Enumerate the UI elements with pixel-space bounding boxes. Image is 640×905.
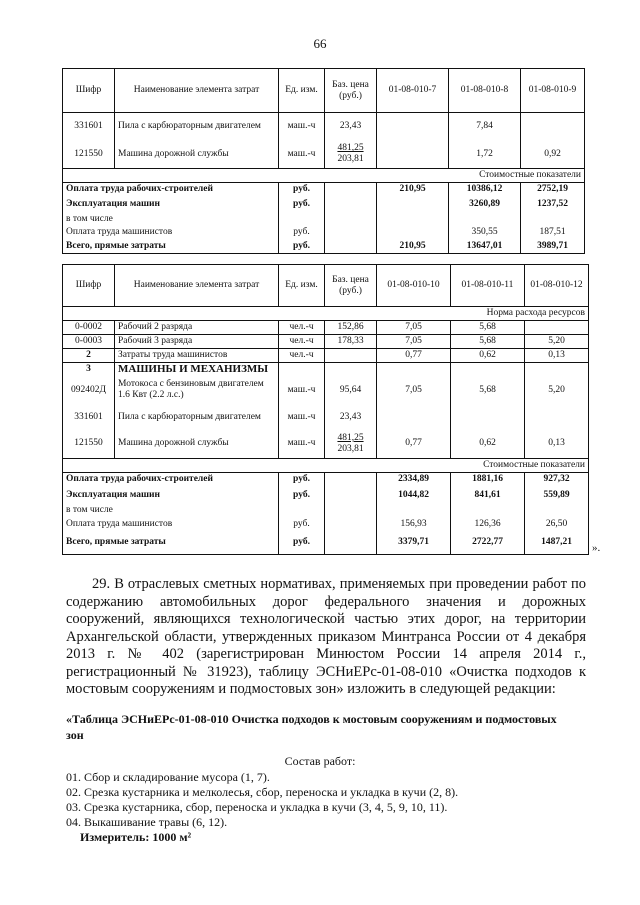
cost-name: в том числе bbox=[63, 213, 279, 226]
price-numerator: 481,25 bbox=[337, 432, 364, 443]
cell-value bbox=[525, 404, 589, 430]
cell-value: 7,84 bbox=[449, 113, 521, 141]
header-code: Шифр bbox=[63, 265, 115, 307]
header-col1: 01-08-010-7 bbox=[377, 69, 449, 113]
price-denominator: 203,81 bbox=[337, 443, 364, 454]
cell-unit: чел.-ч bbox=[279, 349, 325, 363]
cell-value bbox=[525, 321, 589, 335]
cost-unit: руб. bbox=[279, 183, 325, 197]
cell-price: 23,43 bbox=[325, 113, 377, 141]
page-number: 66 bbox=[313, 36, 327, 51]
cost-empty bbox=[325, 472, 377, 487]
cell-value: 0,13 bbox=[525, 349, 589, 363]
header-col3: 01-08-010-9 bbox=[521, 69, 585, 113]
cell-value: 0,77 bbox=[377, 430, 451, 458]
cost-row bbox=[63, 183, 585, 197]
resource-table-2 bbox=[62, 264, 589, 555]
cell-value: 0,77 bbox=[377, 349, 451, 363]
cell-price: 95,64 bbox=[325, 376, 377, 404]
cost-unit: руб. bbox=[279, 472, 325, 487]
cell-value bbox=[451, 404, 525, 430]
cost-value: 1881,16 bbox=[451, 472, 525, 487]
cost-empty bbox=[325, 240, 377, 254]
header-col1: 01-08-010-10 bbox=[377, 265, 451, 307]
section-label: Норма расхода ресурсов bbox=[63, 307, 589, 321]
cell-name: Пила с карбюраторным двигателем bbox=[115, 113, 279, 141]
cell-code: 331601 bbox=[63, 113, 115, 141]
cost-row bbox=[63, 487, 589, 504]
cost-value: 13647,01 bbox=[449, 240, 521, 254]
cost-unit: руб. bbox=[279, 240, 325, 254]
cost-empty bbox=[521, 213, 585, 226]
header-name: Наименование элемента затрат bbox=[115, 69, 279, 113]
cell-price bbox=[325, 141, 377, 169]
cost-value: 210,95 bbox=[377, 183, 449, 197]
cell-unit: маш.-ч bbox=[279, 376, 325, 404]
cost-value: 559,89 bbox=[525, 487, 589, 504]
cell-price bbox=[325, 430, 377, 458]
cost-value: 2752,19 bbox=[521, 183, 585, 197]
cell-value: 0,62 bbox=[451, 430, 525, 458]
cost-row bbox=[63, 226, 585, 240]
cost-empty bbox=[451, 504, 525, 517]
table-row bbox=[63, 430, 589, 458]
work-item: 04. Выкашивание травы (6, 12). bbox=[66, 815, 228, 829]
cell-price: 23,43 bbox=[325, 404, 377, 430]
cell-empty bbox=[451, 363, 525, 377]
cost-value: 156,93 bbox=[377, 517, 451, 532]
cost-empty bbox=[279, 504, 325, 517]
cell-code: 121550 bbox=[63, 430, 115, 458]
cost-value: 1237,52 bbox=[521, 197, 585, 213]
cell-value: 5,68 bbox=[451, 321, 525, 335]
cost-empty bbox=[325, 487, 377, 504]
section-label: Стоимостные показатели bbox=[63, 169, 585, 183]
table-title-line-2: зон bbox=[66, 728, 84, 742]
work-composition-title: Состав работ: bbox=[284, 754, 356, 768]
cell-empty bbox=[525, 363, 589, 377]
cell-code: 092402Д bbox=[63, 376, 115, 404]
cost-empty bbox=[325, 183, 377, 197]
cell-value: 5,68 bbox=[451, 335, 525, 349]
work-item: 02. Срезка кустарника и мелколесья, сбор, переноска и укладка в кучи (2, 8). bbox=[66, 785, 459, 799]
cell-name: Пила с карбюраторным двигателем bbox=[115, 404, 279, 430]
work-item: 03. Срезка кустарника, сбор, переноска и укладка в кучи (3, 4, 5, 9, 10, 11). bbox=[66, 800, 448, 814]
group-title: МАШИНЫ И МЕХАНИЗМЫ bbox=[115, 363, 279, 377]
cell-unit: маш.-ч bbox=[279, 404, 325, 430]
cost-name: в том числе bbox=[63, 504, 279, 517]
header-col2: 01-08-010-8 bbox=[449, 69, 521, 113]
cell-code: 331601 bbox=[63, 404, 115, 430]
cell-value: 7,05 bbox=[377, 321, 451, 335]
cell-value bbox=[377, 113, 449, 141]
header-col3: 01-08-010-12 bbox=[525, 265, 589, 307]
section-row bbox=[63, 307, 589, 321]
cost-row bbox=[63, 240, 585, 254]
cell-value: 5,20 bbox=[525, 376, 589, 404]
cost-value: 927,32 bbox=[525, 472, 589, 487]
cost-row bbox=[63, 532, 589, 554]
cost-unit: руб. bbox=[279, 532, 325, 554]
cost-unit: руб. bbox=[279, 517, 325, 532]
meter-label: Измеритель: 1000 м² bbox=[80, 830, 192, 844]
cost-empty bbox=[279, 213, 325, 226]
cell-name: Мотокоса с бензиновым двигателем 1.6 Квт (2.2 л.с.) bbox=[115, 376, 279, 404]
cost-value: 2722,77 bbox=[451, 532, 525, 554]
cell-value bbox=[377, 141, 449, 169]
header-code: Шифр bbox=[63, 69, 115, 113]
section-row bbox=[63, 458, 589, 472]
cell-unit: чел.-ч bbox=[279, 335, 325, 349]
cost-value: 187,51 bbox=[521, 226, 585, 240]
cell-value: 0,13 bbox=[525, 430, 589, 458]
cost-name: Оплата труда рабочих-строителей bbox=[63, 183, 279, 197]
cost-row bbox=[63, 213, 585, 226]
cost-value bbox=[377, 226, 449, 240]
header-price: Баз. цена (руб.) bbox=[325, 265, 377, 307]
cost-row bbox=[63, 472, 589, 487]
cell-value: 5,68 bbox=[451, 376, 525, 404]
cell-value: 0,62 bbox=[451, 349, 525, 363]
cost-value: 2334,89 bbox=[377, 472, 451, 487]
cost-name: Оплата труда машинистов bbox=[63, 517, 279, 532]
cost-value: 1044,82 bbox=[377, 487, 451, 504]
price-denominator: 203,81 bbox=[337, 154, 364, 165]
cost-value: 3260,89 bbox=[449, 197, 521, 213]
table-title-line-1: «Таблица ЭСНиЕРс-01-08-010 Очистка подходов к мостовым сооружениям и подмостовых bbox=[66, 712, 557, 726]
cell-value: 7,05 bbox=[377, 376, 451, 404]
paragraph-29 bbox=[66, 576, 586, 699]
cost-row bbox=[63, 517, 589, 532]
cell-name: Машина дорожной службы bbox=[115, 141, 279, 169]
cell-code: 2 bbox=[63, 349, 115, 363]
cell-price bbox=[325, 349, 377, 363]
cell-name: Рабочий 2 разряда bbox=[115, 321, 279, 335]
cell-value: 0,92 bbox=[521, 141, 585, 169]
cost-empty bbox=[325, 532, 377, 554]
header-price: Баз. цена (руб.) bbox=[325, 69, 377, 113]
table-row bbox=[63, 335, 589, 349]
cost-value: 126,36 bbox=[451, 517, 525, 532]
cost-name: Эксплуатация машин bbox=[63, 487, 279, 504]
cell-value: 7,05 bbox=[377, 335, 451, 349]
cost-empty bbox=[325, 517, 377, 532]
cost-value: 10386,12 bbox=[449, 183, 521, 197]
cost-value: 841,61 bbox=[451, 487, 525, 504]
cost-unit: руб. bbox=[279, 197, 325, 213]
cost-empty bbox=[449, 213, 521, 226]
cost-empty bbox=[377, 213, 449, 226]
closing-quote: ». bbox=[592, 542, 601, 554]
cell-value: 1,72 bbox=[449, 141, 521, 169]
group-code: 3 bbox=[63, 363, 115, 377]
table-header-row bbox=[63, 265, 589, 307]
cell-code: 0-0002 bbox=[63, 321, 115, 335]
work-item: 01. Сбор и складирование мусора (1, 7). bbox=[66, 770, 270, 784]
table-row bbox=[63, 349, 589, 363]
cell-code: 121550 bbox=[63, 141, 115, 169]
cell-unit: чел.-ч bbox=[279, 321, 325, 335]
cost-empty bbox=[525, 504, 589, 517]
cost-value: 26,50 bbox=[525, 517, 589, 532]
table-row bbox=[63, 404, 589, 430]
table-row bbox=[63, 141, 585, 169]
cost-name: Всего, прямые затраты bbox=[63, 532, 279, 554]
cost-value: 3989,71 bbox=[521, 240, 585, 254]
cost-name: Эксплуатация машин bbox=[63, 197, 279, 213]
cost-value: 210,95 bbox=[377, 240, 449, 254]
header-unit: Ед. изм. bbox=[279, 265, 325, 307]
header-unit: Ед. изм. bbox=[279, 69, 325, 113]
cell-name: Машина дорожной службы bbox=[115, 430, 279, 458]
table-row bbox=[63, 321, 589, 335]
table-row bbox=[63, 113, 585, 141]
table-row bbox=[63, 376, 589, 404]
cost-name: Оплата труда рабочих-строителей bbox=[63, 472, 279, 487]
table-header-row bbox=[63, 69, 585, 113]
cell-unit: маш.-ч bbox=[279, 113, 325, 141]
cost-value bbox=[377, 197, 449, 213]
cell-value: 5,20 bbox=[525, 335, 589, 349]
cost-empty bbox=[325, 197, 377, 213]
cell-name: Затраты труда машинистов bbox=[115, 349, 279, 363]
cost-unit: руб. bbox=[279, 487, 325, 504]
header-name: Наименование элемента затрат bbox=[115, 265, 279, 307]
cell-unit: маш.-ч bbox=[279, 141, 325, 169]
cost-empty bbox=[325, 504, 377, 517]
cell-empty bbox=[377, 363, 451, 377]
cost-value: 3379,71 bbox=[377, 532, 451, 554]
cost-empty bbox=[377, 504, 451, 517]
section-label: Стоимостные показатели bbox=[63, 458, 589, 472]
cell-price: 178,33 bbox=[325, 335, 377, 349]
cell-code: 0-0003 bbox=[63, 335, 115, 349]
group-row bbox=[63, 363, 589, 377]
cost-unit: руб. bbox=[279, 226, 325, 240]
cost-empty bbox=[325, 213, 377, 226]
section-row bbox=[63, 169, 585, 183]
cost-value: 350,55 bbox=[449, 226, 521, 240]
header-col2: 01-08-010-11 bbox=[451, 265, 525, 307]
cost-name: Всего, прямые затраты bbox=[63, 240, 279, 254]
cell-name: Рабочий 3 разряда bbox=[115, 335, 279, 349]
resource-table-1 bbox=[62, 68, 585, 254]
price-numerator: 481,25 bbox=[337, 143, 364, 154]
cell-empty bbox=[325, 363, 377, 377]
paragraph-text: 29. В отраслевых сметных нормативах, применяемых при проведении работ по содержанию автомобильных дорог федерального значения и дорожных сооружений, являющихся технологической частью этих дорог, на территории Архангельской области, утвержденных приказом Минтранса России от 4 декабря 2013 г. № 402 (зарегистрирован Минюстом России 14 апреля 2014 г., регистрационный № 31923), таблицу ЭСНиЕРс-01-08-010 «Очистка подходов к мостовым сооружениям и подмостовых зон» изложить в следующей редакции: bbox=[66, 576, 586, 697]
cell-value bbox=[521, 113, 585, 141]
cell-unit: маш.-ч bbox=[279, 430, 325, 458]
cost-row bbox=[63, 504, 589, 517]
cell-value bbox=[377, 404, 451, 430]
cost-row bbox=[63, 197, 585, 213]
cell-price: 152,86 bbox=[325, 321, 377, 335]
cost-value: 1487,21 bbox=[525, 532, 589, 554]
cell-empty bbox=[279, 363, 325, 377]
cost-empty bbox=[325, 226, 377, 240]
cost-name: Оплата труда машинистов bbox=[63, 226, 279, 240]
